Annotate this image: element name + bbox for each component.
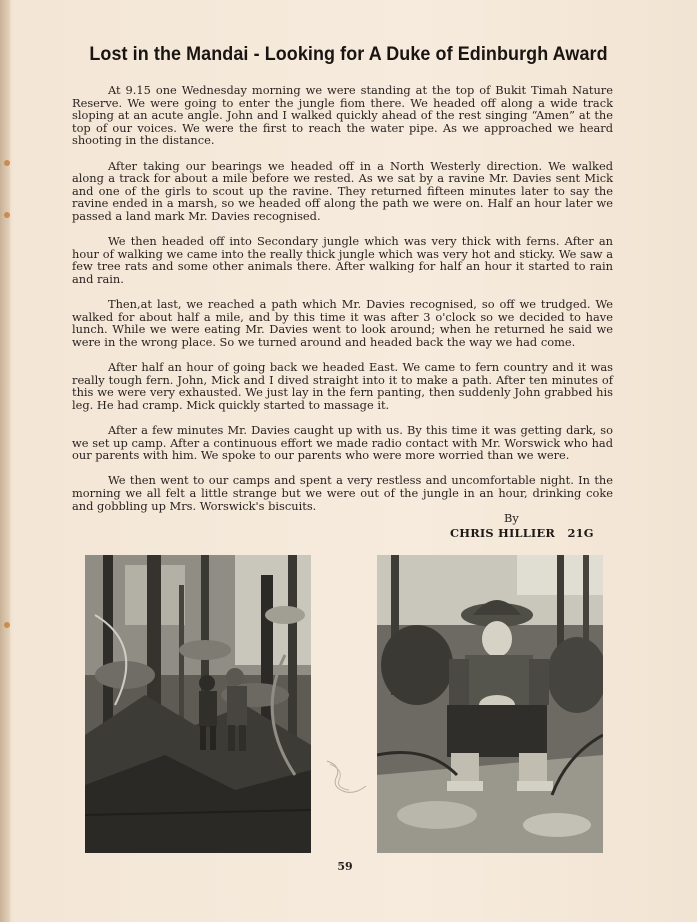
author-name: CHRIS HILLIER (450, 526, 555, 540)
staple-mark (4, 160, 10, 166)
page-number: 59 (337, 860, 353, 873)
staple-mark (4, 622, 10, 628)
paragraph: We then headed off into Secondary jungle which was very thick with ferns. After an hour of walking we came into the really thick jungle which was very hot and sticky. We saw a few tree rats and some other animals there. After walking for half an hour it started to rain and rain. (72, 234, 613, 286)
paragraph: We then went to our camps and spent a very restless and uncomfortable night. In the morning we all felt a little strange but we were out of the jungle in an hour, drinking coke and gobbling up Mrs. Worswick's biscuits. (72, 473, 613, 513)
paragraph: After a few minutes Mr. Davies caught up with us. By this time it was getting dark, so we set up camp. After a continuous effort we made radio contact with Mr. Worswick who had our parents with him. We spoke to our parents who were more worried than we were. (72, 423, 613, 463)
paragraph: Then,at last, we reached a path which Mr. Davies recognised, so off we trudged. We walked for about half a mile, and by this time it was after 3 o'clock so we decided to have lunch. While we were eating Mr. Davies went to look around; when he returned he said we were in the wrong place. So we turned around and headed back the way we had come. (72, 297, 613, 349)
byline: By (504, 511, 519, 525)
pencil-mark-icon (322, 756, 372, 796)
paragraph: At 9.15 one Wednesday morning we were standing at the top of Bukit Timah Nature Reserve. We were going to enter the jungle fiom there. We headed off along a wide track sloping at an acute angle. John and I walked quickly ahead of the rest singing “Amen” at the top of our voices. We were the first to reach the water pipe. As we approached we heard shooting in the distance. (72, 83, 613, 148)
binding-edge (0, 0, 10, 922)
author-class: 21G (567, 526, 594, 540)
boy-in-hat-photo (377, 555, 603, 853)
jungle-trek-photo-icon (85, 555, 311, 853)
author-line (450, 526, 594, 540)
boy-in-hat-photo-icon (377, 555, 603, 853)
article-title: Lost in the Mandai - Looking for A Duke of Edinburgh Award (89, 43, 608, 65)
jungle-trek-photo (85, 555, 311, 853)
article-body (72, 84, 613, 525)
paragraph: After taking our bearings we headed off in a North Westerly direction. We walked along a track for about a mile before we rested. As we sat by a ravine Mr. Davies sent Mick and one of the girls to scout up the ravine. They returned fifteen minutes later to say the ravine ended in a marsh, so we headed off along the path we were on. Half an hour later we passed a land mark Mr. Davies recognised. (72, 158, 613, 223)
paragraph: After half an hour of going back we headed East. We came to fern country and it was really tough fern. John, Mick and I dived straight into it to make a path. After ten minutes of this we were very exhausted. We just lay in the fern panting, then suddenly John grabbed his leg. He had cramp. Mick quickly started to massage it. (72, 360, 613, 412)
staple-mark (4, 212, 10, 218)
